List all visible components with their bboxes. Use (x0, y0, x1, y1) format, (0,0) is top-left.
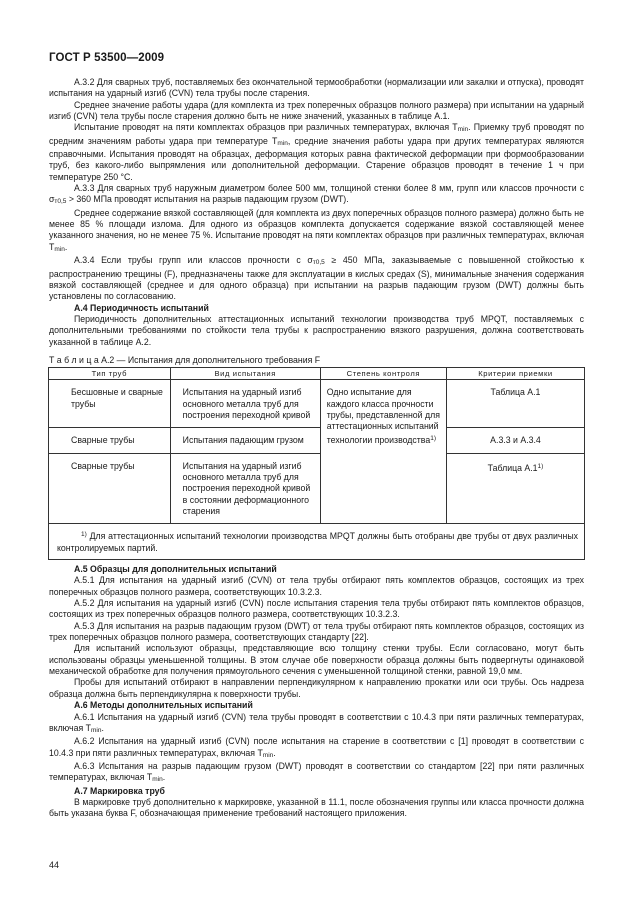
cell-test-kind: Испытания на ударный изгиб основного металла труб для построения переходной кривой (182, 387, 311, 420)
paragraph-a4: Периодичность дополнительных аттестационных испытаний технологии производства труб MPQT, поставляемых с дополнительными требованиями по стойкости тела трубы к распространению вязкого разрушения, должна соответствовать указанной в таблице А.2. (49, 313, 584, 347)
table-row (49, 453, 585, 524)
page-number: 44 (49, 860, 60, 870)
cell-pipe-type: Сварные трубы (71, 460, 135, 471)
cell-acceptance: Таблица А.1 (490, 387, 541, 398)
standard-header: ГОСТ Р 53500—2009 (49, 52, 165, 64)
paragraph-a3-2: А.3.2 Для сварных труб, поставляемых без окончательной термообработки (нормализации или закалки и отпуска), проводят испытания на ударный изгиб (CVN) тела трубы после старения. (49, 77, 584, 99)
column-header-test-kind: Вид испытания (170, 368, 320, 380)
paragraph-a5-2: А.5.2 Для испытания на ударный изгиб (CVN) после испытания старения тела трубы отбирают пять комплектов образцов, состоящих из трех поперечных образцов полного размера, соответствующих 10.3.2.3. (49, 598, 584, 620)
table-a2 (48, 367, 585, 560)
cell-pipe-type: Сварные трубы (71, 435, 135, 446)
heading-a4: А.4 Периодичность испытаний (74, 302, 209, 313)
paragraph-sample-thickness: Для испытаний используют образцы, представляющие всю толщину стенки трубы. Если согласовано, могут быть использованы образцы уменьшенной толщины. В этом случае обе поверхности образца должны быть подвергнуты одинаковой механической обработке для получения прямоугольного сечения с уменьшенной толщиной стенки, равной 19,0 мм. (49, 643, 584, 677)
paragraph-a7: В маркировке труб дополнительно к маркировке, указанной в 11.1, после обозначения группы или класса прочности должна быть указана буква F, обозначающая применение требований настоящего приложения. (49, 796, 584, 819)
cell-acceptance: А.3.3 и А.3.4 (490, 435, 541, 446)
paragraph-impact-average: Среднее значение работы удара (для комплекта из трех поперечных образцов полного размера) при испытании на ударный изгиб (CVN) тела трубы после старения должно быть не ниже значений, указанных в таблице А.1. (49, 99, 584, 122)
paragraph-sample-direction: Пробы для испытаний отбирают в направлении перпендикулярном к направлению прокатки или оси трубы. Ось надреза образца должна быть перпендикулярна к поверхности трубы. (49, 677, 584, 699)
paragraph-a6-2: А.6.2 Испытания на ударный изгиб (CVN) после испытания на старение в соответствии с [1] проводят в соответствии с 10.4.3 при пяти различных температурах, включая Tmin. (49, 736, 584, 759)
cell-test-kind: Испытания падающим грузом (182, 435, 304, 446)
table-footnote: $^{1)}$ Для аттестационных испытаний технологии производства MPQT должны быть отобраны две трубы от двух различных контролируемых партий. (49, 524, 585, 560)
column-header-pipe-type: Тип труб (49, 368, 171, 380)
paragraph-a5-3: А.5.3 Для испытания на разрыв падающим грузом (DWT) от тела трубы отбирают пять комплектов образцов, состоящих из трех поперечных образцов полного размера, соответствующих стандарту [22]. (49, 620, 584, 643)
cell-pipe-type: Бесшовные и сварные трубы (71, 387, 163, 409)
paragraph-a3-4: А.3.4 Если трубы групп или классов прочности с σт0,5 ≥ 450 МПа, заказываемые с повышенной стойкостью к распространению трещины (F), предназначены также для эксплуатации в кислых средах (S), минимальные значения содержания вязкой составляющей (среднее и для одного образца) при испытании на разрыв падающим грузом (DWT) должны быть установлены по согласованию. (49, 255, 584, 302)
heading-a5: А.5 Образцы для дополнительных испытаний (74, 564, 277, 575)
page-content (49, 77, 584, 820)
cell-test-kind: Испытания на ударный изгиб основного металла труб для построения переходной кривой в состоянии деформационного старения (182, 460, 311, 516)
cell-control-level: Одно испытание для каждого класса прочности трубы, представленной для аттестационных испытаний технологии производства$^{1)}$ (326, 387, 440, 445)
paragraph-a6-3: А.6.3 Испытания на разрыв падающим грузом (DWT) проводят в соответствии со стандартом [22] при пяти различных температурах, включая Tmin. (49, 760, 584, 784)
heading-a6: А.6 Методы дополнительных испытаний (74, 700, 253, 711)
table-footnote-row (49, 524, 585, 560)
column-header-control-level: Степень контроля (320, 368, 446, 380)
table-caption: Т а б л и ц а А.2 — Испытания для дополнительного требования F (49, 354, 321, 365)
paragraph-ductile-content: Среднее содержание вязкой составляющей (для комплекта из двух поперечных образцов полного размера) должно быть не менее 85 % площади излома. Для одного из образцов комплекта допускается содержание вязкой составляющей менее указанного значения, но не менее 75 %. Испытание проводят на пяти комплектах образцов при различных температурах, включая Tmin. (49, 207, 584, 253)
column-header-acceptance: Критерии приемки (446, 368, 584, 380)
paragraph-a6-1: А.6.1 Испытания на ударный изгиб (CVN) тела трубы проводят в соответствии с 10.4.3 при пяти различных температурах, включая Tmin. (49, 711, 584, 734)
heading-a7: А.7 Маркировка труб (74, 785, 165, 796)
table-row (49, 380, 585, 428)
paragraph-test-sets: Испытание проводят на пяти комплектах образцов при различных температурах, включая Tmin. Приемку труб проводят по средним значениям работы удара при температуре Tmin, средние значения работы удара при других температурах являются справочными. Испытания проводят на образцах, деформация которых равна фактической деформации при формообразовании труб, без какого-либо выпрямления или дополнительной деформации. Старение образцов проводят в течение 1 ч при температуре 250 °С. (49, 122, 584, 182)
cell-acceptance: Таблица А.1$^{1)}$ (487, 462, 544, 473)
paragraph-a5-1: А.5.1 Для испытания на ударный изгиб (CVN) от тела трубы отбирают пять комплектов образцов, состоящих из трех поперечных образцов полного размера, соответствующих 10.3.2.3. (49, 575, 584, 597)
table-row (49, 428, 585, 453)
paragraph-a3-3: А.3.3 Для сварных труб наружным диаметром более 500 мм, толщиной стенки более 8 мм, групп или классов прочности с σт0,5 > 360 МПа проводят испытания на разрыв падающим грузом (DWT). (49, 183, 584, 206)
